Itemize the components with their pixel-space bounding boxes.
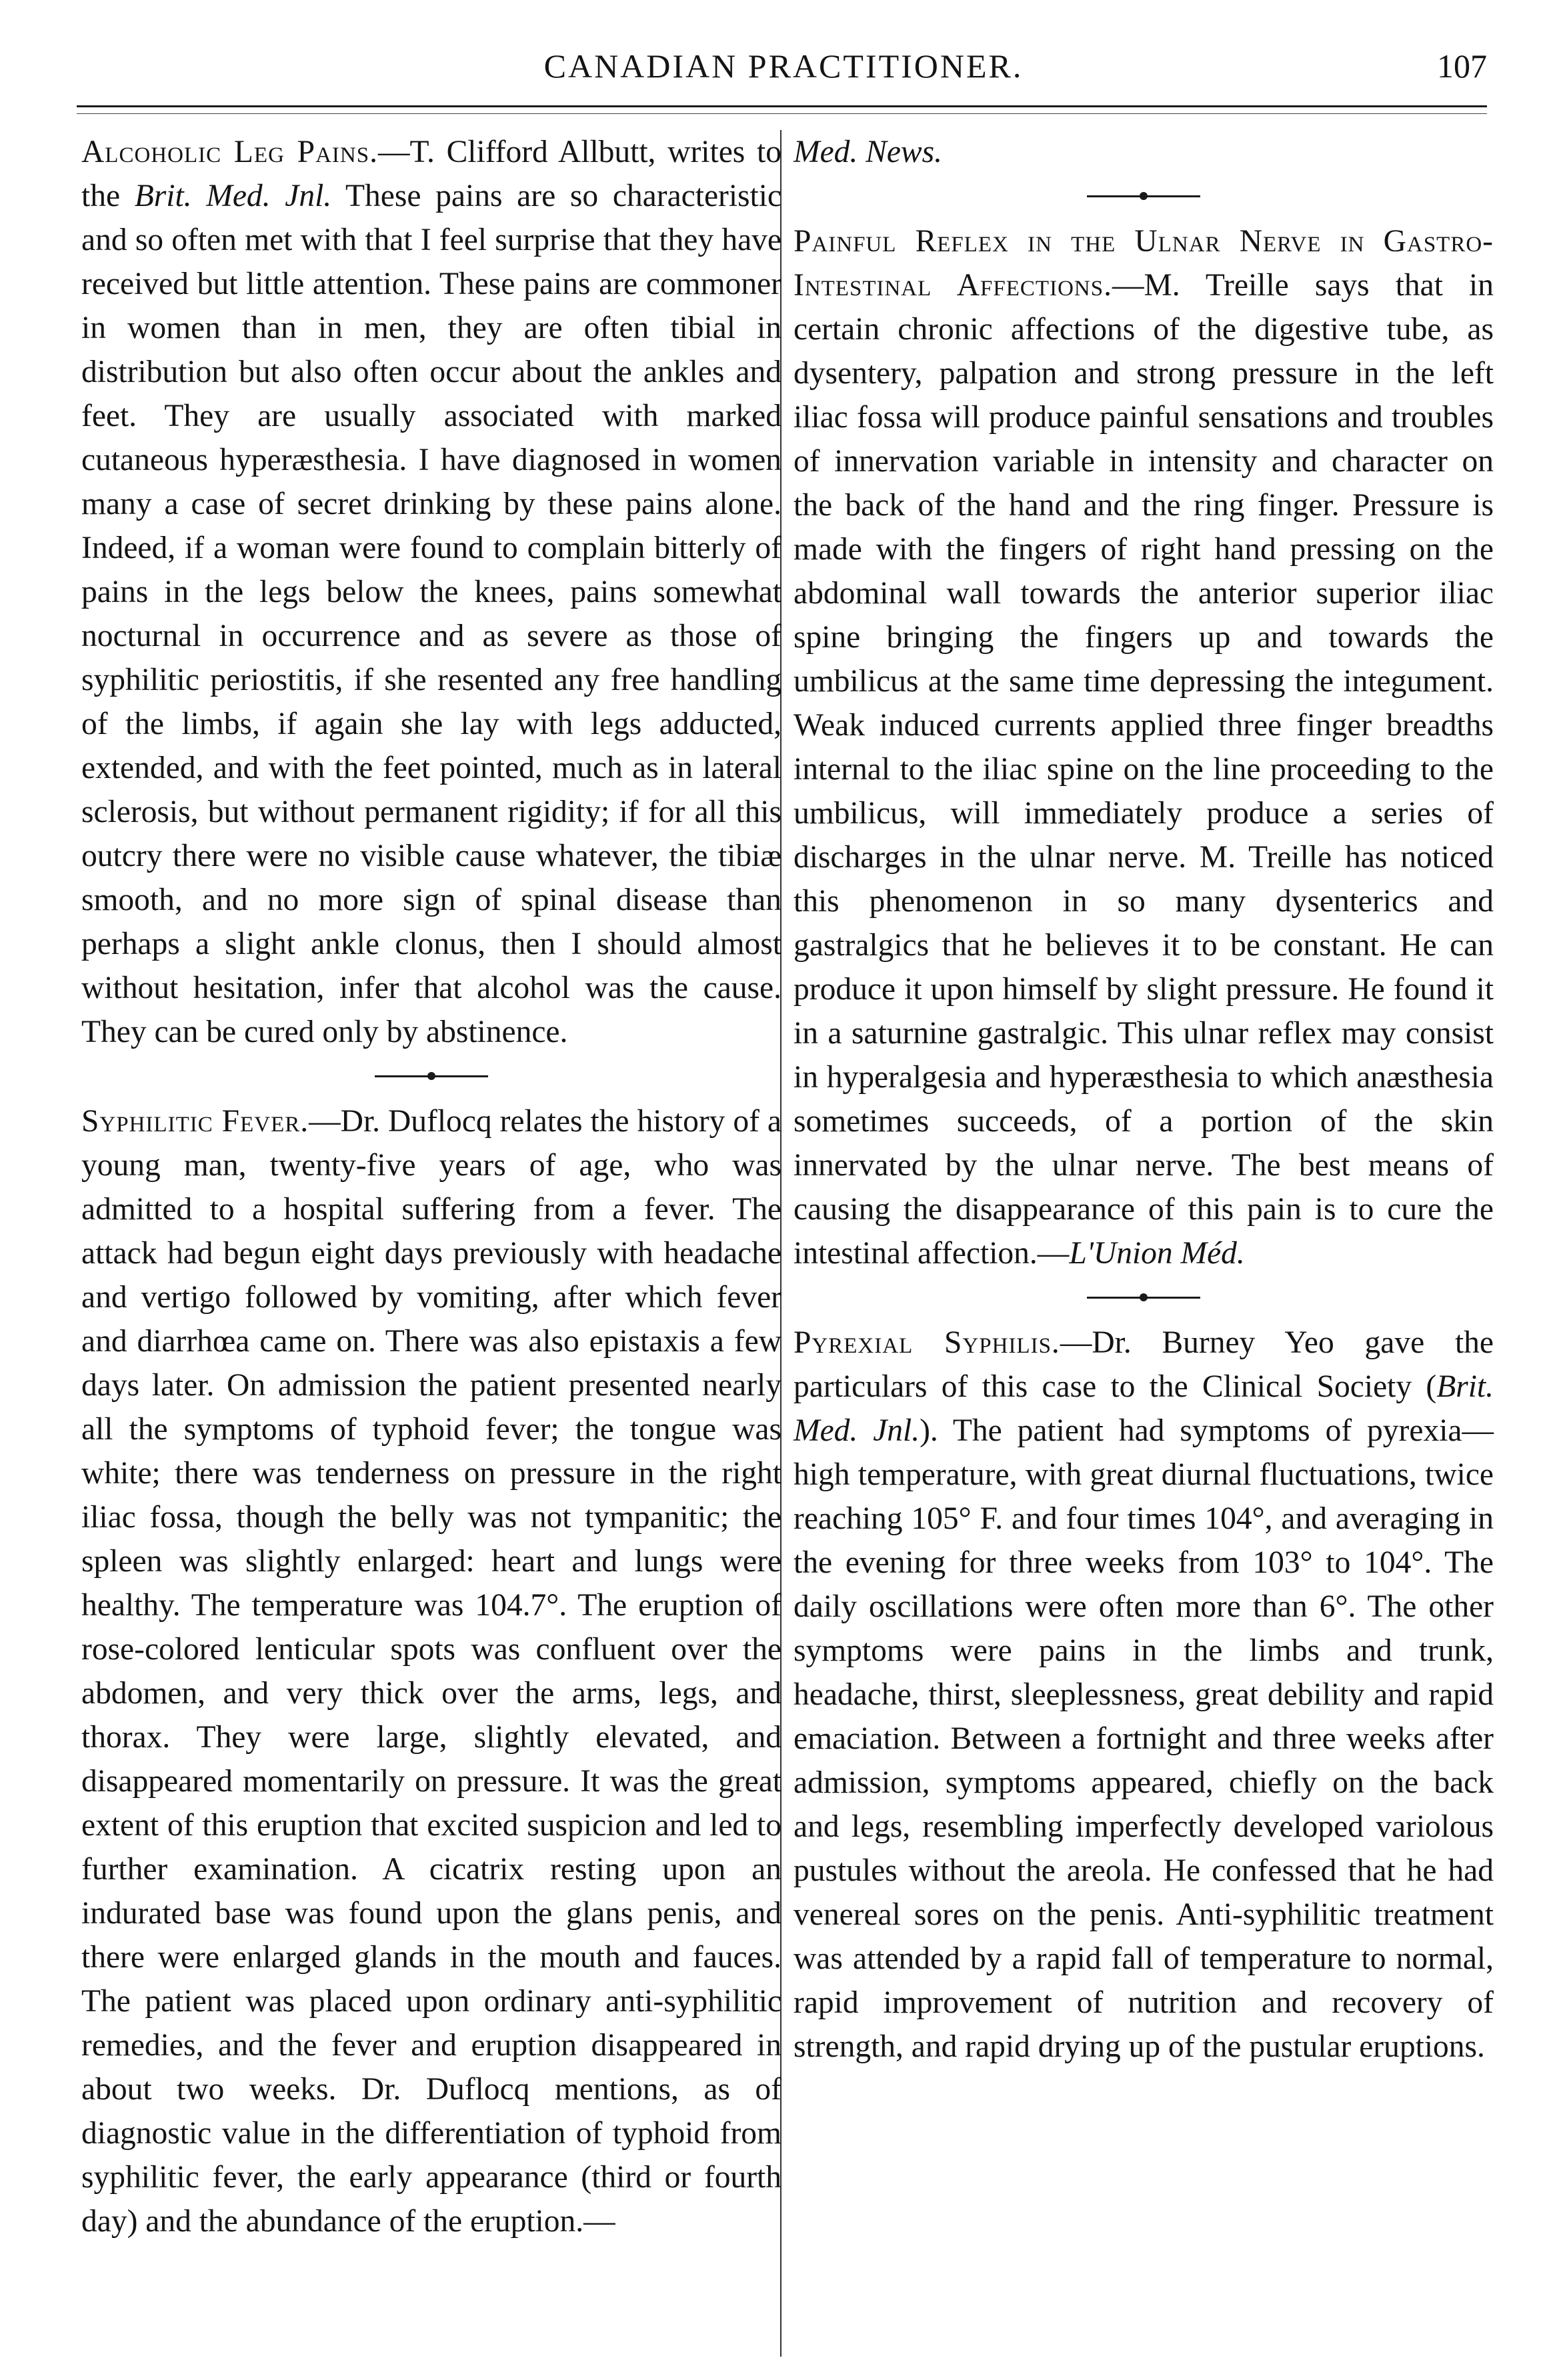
- article-body: —M. Treille says that in certain chronic affections of the digestive tube, as dysentery, palpation and strong pressure in the left iliac fossa will produce painful sensations and troubles of innervation variable in intensity and character on the back of the hand and the ring finger. Pressure is made with the fingers of right hand pressing on the abdominal wall towards the anterior superior iliac spine bringing the fingers up and towards the umbilicus at the same time depressing the integument. Weak induced currents applied three finger breadths internal to the iliac spine on the line proceeding to the umbilicus, will immediately produce a series of discharges in the ulnar nerve. M. Treille has noticed this phenomenon in so many dysenterics and gastralgics that he believes it to be constant. He can produce it upon himself by slight pressure. He found it in a saturnine gastralgic. This ulnar reflex may consist in hyperalgesia and hyperæsthesia to which anæsthesia sometimes succeeds, of a portion of the skin innervated by the ulnar nerve. The best means of causing the disappearance of this pain is to cure the intestinal affection.—: [794, 268, 1494, 1271]
- article-lead: —T. Clifford Allbutt, writes to the: [81, 135, 782, 213]
- article-body: ). The patient had symptoms of pyrexia—high temperature, with great diurnal fluctuations, twice reaching 105° F. and four times 104°, and averaging in the evening for three weeks from 103° to 104°. The daily oscillations were often more than 6°. The other symptoms were pains in the limbs and trunk, headache, thirst, sleeplessness, great debility and rapid emaciation. Between a fortnight and three weeks after admission, symptoms appeared, chiefly on the back and legs, resembling imperfectly developed variolous pustules without the areola. He confessed that he had venereal sores on the penis. Anti-syphilitic treatment was attended by a rapid fall of temperature to normal, rapid improvement of nutrition and recovery of strength, and rapid drying up of the pustular eruptions.: [794, 1413, 1494, 2064]
- article-title: Painful Reflex in the Ulnar Nerve in Gastro-Intestinal Affections.: [794, 224, 1494, 303]
- article-paragraph: [81, 130, 782, 1054]
- left-column: [81, 130, 782, 2243]
- article-paragraph: [81, 1099, 782, 2243]
- article-title: Pyrexial Syphilis.: [794, 1325, 1060, 1360]
- article-body: These pains are so characteristic and so often met with that I feel surprise that they have received but little attention. These pains are commoner in women than in men, they are often tibial in distribution but also often occur about the ankles and feet. They are usually associated with marked cutaneous hyperæsthesia. I have diagnosed in women many a case of secret drinking by these pains alone. Indeed, if a woman were found to complain bitterly of pains in the legs below the knees, pains somewhat nocturnal in occurrence and as severe as those of syphilitic periostitis, if she resented any free handling of the limbs, if again she lay with legs adducted, extended, and with the feet pointed, much as in lateral sclerosis, but without permanent rigidity; if for all this outcry there were no visible cause whatever, the tibiæ smooth, and no more sign of spinal disease than perhaps a slight ankle clonus, then I should almost without hesitation, infer that alcohol was the cause. They can be cured only by abstinence.: [81, 179, 782, 1049]
- article-title: Alcoholic Leg Pains.: [81, 135, 378, 169]
- right-column: [794, 130, 1494, 2069]
- section-separator: [794, 174, 1494, 219]
- header-rule: [77, 105, 1487, 107]
- article-pyrexial-syphilis: [794, 1321, 1494, 2069]
- article-ulnar-reflex: [794, 219, 1494, 1275]
- section-separator: [794, 1275, 1494, 1321]
- article-paragraph: [794, 219, 1494, 1275]
- source-citation: Med. News.: [794, 135, 942, 169]
- article-syphilitic-fever: [81, 1099, 782, 2243]
- article-syphilitic-fever-continued: [794, 130, 1494, 174]
- page-header: [80, 47, 1487, 107]
- article-title: Syphilitic Fever.: [81, 1104, 309, 1139]
- running-title: CANADIAN PRACTITIONER.: [543, 47, 1024, 85]
- journal-citation: Brit. Med. Jnl.: [794, 1369, 1494, 1448]
- source-citation: L'Union Méd.: [1069, 1236, 1245, 1271]
- section-separator: [81, 1054, 782, 1099]
- article-alcoholic-leg-pains: [81, 130, 782, 1054]
- article-body: —Dr. Duflocq relates the history of a young man, twenty-five years of age, who was admitted to a hospital suffering from a fever. The attack had begun eight days previously with headache and vertigo followed by vomiting, after which fever and diarrhœa came on. There was also epistaxis a few days later. On admission the patient presented nearly all the symptoms of typhoid fever; the tongue was white; there was tenderness on pressure in the right iliac fossa, though the belly was not tympanitic; the spleen was slightly enlarged: heart and lungs were healthy. The temperature was 104.7°. The eruption of rose-colored lenticular spots was confluent over the abdomen, and very thick over the arms, legs, and thorax. They were large, slightly elevated, and disappeared momentarily on pressure. It was the great extent of this eruption that excited suspicion and led to further examination. A cicatrix resting upon an indurated base was found upon the glans penis, and there were enlarged glands in the mouth and fauces. The patient was placed upon ordinary anti-syphilitic remedies, and the fever and eruption disappeared in about two weeks. Dr. Duflocq mentions, as of diagnostic value in the differentiation of typhoid from syphilitic fever, the early appearance (third or fourth day) and the abundance of the eruption.—: [81, 1104, 782, 2239]
- article-lead: —Dr. Burney Yeo gave the particulars of this case to the Clinical Society (: [794, 1325, 1494, 1404]
- journal-citation: Brit. Med. Jnl.: [134, 179, 332, 213]
- page-number: 107: [1437, 47, 1487, 85]
- article-paragraph: [794, 1321, 1494, 2069]
- header-rule-thin: [77, 113, 1487, 114]
- article-source-line: [794, 130, 1494, 174]
